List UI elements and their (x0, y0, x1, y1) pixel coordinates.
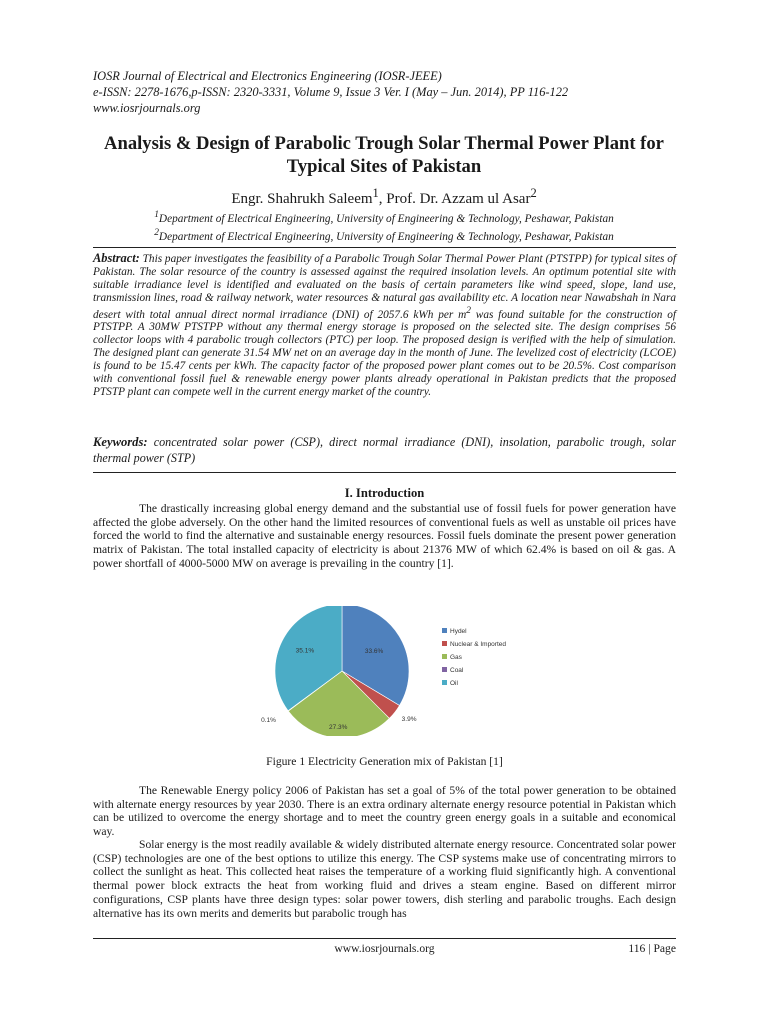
affiliation-2-text: Department of Electrical Engineering, University of Engineering & Technology, Peshawar, Pakistan (158, 230, 614, 243)
abstract-text-a: This paper investigates the feasibility of a Parabolic Trough Solar Thermal Power Plant (PTSTPP) for typical sites of Pakistan. The solar resource of the country is assessed against the required insolation levels. An optimum potential site with suitable irradiance level is identified and evaluated on the basis of certain parameters like wind speed, slope, land use, transmission lines, road & railway network, water resources & natural gas availability etc. A location near Nawabshah in Nara desert with total annual direct normal irradiance (DNI) of 2057.6 kWh per m (93, 253, 676, 321)
legend-label: Nuclear & Imported (450, 641, 506, 648)
affiliations (80, 208, 688, 244)
journal-website[interactable]: www.iosrjournals.org (93, 101, 201, 115)
affiliation-1-text: Department of Electrical Engineering, University of Engineering & Technology, Peshawar, Pakistan (158, 212, 614, 225)
pie-slices (275, 606, 409, 736)
intro-paragraph-2: The Renewable Energy policy 2006 of Pakistan has set a goal of 5% of the total power generation to be obtained with alternate energy resources by year 2030. There is an extra ordinary alternate energy resource potential in Pakistan which can be utilized to overcome the energy shortage and to meet the country green energy goals in a suitable and economical way. (93, 784, 676, 839)
figure-caption: Figure 1 Electricity Generation mix of Pakistan [1] (266, 755, 503, 768)
pie-data-label: 33.6% (364, 647, 384, 655)
footer-website[interactable]: www.iosrjournals.org (334, 942, 435, 955)
keywords-text: concentrated solar power (CSP), direct normal irradiance (DNI), insolation, parabolic trough, solar thermal power (STP) (93, 435, 676, 465)
affiliation-1-sup: 1 (154, 210, 159, 220)
abstract (93, 252, 676, 399)
author-1: Engr. Shahrukh Saleem (231, 191, 373, 207)
page-number: 116 | Page (628, 942, 676, 955)
journal-name: IOSR Journal of Electrical and Electronics Engineering (IOSR-JEEE) (93, 69, 442, 83)
author-2-sup: 2 (530, 186, 537, 200)
abstract-label: Abstract: (93, 251, 140, 265)
paper-title: Analysis & Design of Parabolic Trough Solar Thermal Power Plant for Typical Sites of Pakistan (104, 133, 664, 177)
journal-issn: e-ISSN: 2278-1676,p-ISSN: 2320-3331, Volume 9, Issue 3 Ver. I (May – Jun. 2014), PP 116-122 (93, 85, 569, 99)
abstract-sup: 2 (466, 305, 471, 316)
legend-label: Hydel (450, 628, 467, 635)
author-separator: , (378, 191, 387, 207)
pie-data-label: 0.1% (261, 717, 276, 725)
pie-chart (258, 606, 528, 736)
keywords-bottom-rule (93, 472, 676, 473)
legend-label: Oil (450, 680, 458, 687)
abstract-text-b: was found suitable for the construction of PTSTPP. A 30MW PTSTPP without any thermal energy storage is proposed on the selected site. The design comprises 56 collector loops with 4 parabolic trough collectors (PTC) per loop. The proposed design is verified with the help of simulation. The designed plant can generate 31.54 MW net on an average day in the month of June. The levelized cost of electricity (LCOE) is found to be 15.47 cents per kWh. The capacity factor of the proposed power plant comes out to be 20.5%. Cost comparison with conventional fossil fuel & renewable energy power plants already operational in Pakistan predicts that the proposed PTSTP plant can compete well in the current energy market of the country. (93, 308, 676, 398)
legend-label: Coal (450, 667, 464, 674)
keywords-label: Keywords: (93, 435, 148, 449)
footer-rule (93, 938, 676, 939)
legend-swatch (442, 641, 447, 646)
intro-paragraph-1: The drastically increasing global energy demand and the substantial use of fossil fuels for power generation have affected the globe adversely. On the other hand the limited resources of conventional fuels as well as unstable oil prices have forced the world to find the alternative and sustainable energy resources. Fossil fuels dominate the present power generation matrix of Pakistan. The total installed capacity of electricity is about 21376 MW of which 62.4% is based on oil & gas. A power shortfall of 4000-5000 MW on average is prevailing in the country [1]. (93, 502, 676, 570)
keywords (93, 435, 676, 466)
pie-data-label: 35.1% (295, 647, 315, 655)
affiliation-1 (80, 208, 688, 226)
author-2: Prof. Dr. Azzam ul Asar (386, 191, 531, 207)
affiliation-2-sup: 2 (154, 227, 159, 238)
pie-data-label: 27.3% (328, 724, 348, 732)
pie-legend (442, 628, 506, 687)
authors-line (80, 186, 688, 208)
author-1-sup: 1 (372, 186, 379, 200)
journal-header (93, 68, 683, 116)
intro-paragraph-3: Solar energy is the most readily available & widely distributed alternate energy resource. Concentrated solar power (CSP) technologies are one of the best options to utilize this energy. The CSP systems make use of concentrating mirrors to collect the sunlight as heat. This collected heat raises the temperature of a working fluid significantly high. A conventional thermal power block extracts the heat from working fluid and drives a steam engine. Based on different mirror configurations, CSP plants have three design types: solar power towers, dish sterling and parabolic troughs. Each design alternative has its own merits and demerits but parabolic trough has (93, 838, 676, 920)
abstract-top-rule (93, 247, 676, 248)
pie-data-label: 3.9% (401, 716, 417, 724)
legend-swatch (442, 667, 447, 672)
section-heading: I. Introduction (344, 486, 425, 500)
legend-swatch (442, 680, 447, 685)
legend-swatch (442, 628, 447, 633)
affiliation-2 (80, 226, 688, 244)
legend-label: Gas (450, 654, 462, 661)
legend-swatch (442, 654, 447, 659)
